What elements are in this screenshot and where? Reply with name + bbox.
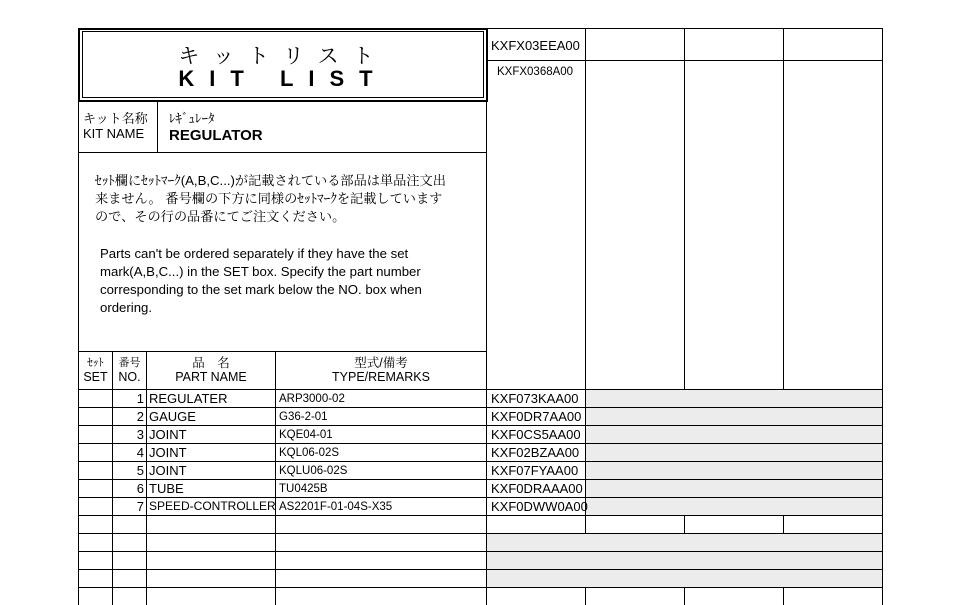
shade-row-7 <box>586 498 882 515</box>
title-english: KIT LIST <box>178 66 388 91</box>
note-en-line-2: mark(A,B,C...) in the SET box. Specify the part number <box>100 264 421 279</box>
col-type-en: TYPE/REMARKS <box>332 370 430 384</box>
kit-name-label <box>83 111 148 141</box>
kit-code-1: KXFX03EEA00 <box>491 38 580 53</box>
col-header-type <box>276 356 486 384</box>
col-header-no <box>113 356 146 384</box>
row-line-2 <box>78 425 883 426</box>
row-line-4 <box>78 461 883 462</box>
col-part-en: PART NAME <box>175 370 247 384</box>
shade-row-11 <box>487 570 882 587</box>
col-line-no <box>146 351 147 605</box>
kit-name-japanese: ﾚｷﾞｭﾚｰﾀ <box>169 111 215 126</box>
row-line-8 <box>78 533 883 534</box>
row-line-1 <box>78 407 883 408</box>
row-line-3 <box>78 443 883 444</box>
shade-row-9 <box>487 534 882 551</box>
shade-row-2 <box>586 408 882 425</box>
frame-mid <box>486 28 487 605</box>
row-3-code: KXF0CS5AA00 <box>491 427 581 442</box>
row-4-type: KQL06-02S <box>279 447 340 459</box>
row-6-no: 6 <box>136 481 144 496</box>
row-7-no: 7 <box>136 499 144 514</box>
row-4-no: 4 <box>136 445 144 460</box>
kitname-bottom-line <box>78 152 486 153</box>
notes-english <box>100 245 422 317</box>
kit-code-2: KXFX0368A00 <box>497 66 574 78</box>
table-header-top <box>78 351 486 352</box>
row-1-code: KXF073KAA00 <box>491 391 579 406</box>
col-part-ja: 品 名 <box>192 356 230 370</box>
row-line-7 <box>78 515 883 516</box>
row-6-type: TU0425B <box>279 483 328 495</box>
col-header-part <box>147 356 275 384</box>
right-col-4 <box>882 28 883 605</box>
frame-left <box>78 100 79 605</box>
note-en-line-3: corresponding to the set mark below the NO. box when <box>100 282 422 297</box>
row-2-code: KXF0DR7AA00 <box>491 409 582 424</box>
row-line-11 <box>78 587 883 588</box>
row-3-part: JOINT <box>149 427 187 442</box>
note-en-line-4: ordering. <box>100 300 153 315</box>
row-1-no: 1 <box>136 391 144 406</box>
row-line-5 <box>78 479 883 480</box>
row-2-no: 2 <box>136 409 144 424</box>
row-2-part: GAUGE <box>149 409 196 424</box>
notes-japanese <box>95 172 446 226</box>
row-1-part: REGULATER <box>149 391 228 406</box>
row-6-part: TUBE <box>149 481 184 496</box>
kit-name-label-en: KIT NAME <box>83 126 145 141</box>
col-set-en: SET <box>83 370 108 384</box>
row-5-no: 5 <box>136 463 144 478</box>
right-col-2 <box>684 28 685 605</box>
shade-row-4 <box>586 444 882 461</box>
shade-row-1 <box>586 390 882 407</box>
right-col-3 <box>783 28 784 605</box>
col-set-ja: ｾｯﾄ <box>87 357 104 369</box>
kit-name-label-ja: キット名称 <box>83 111 148 126</box>
row-3-type: KQE04-01 <box>279 429 333 441</box>
row-line-9 <box>78 551 883 552</box>
col-type-ja: 型式/備考 <box>354 356 408 370</box>
shade-row-6 <box>586 480 882 497</box>
note-ja-line-1: ｾｯﾄ欄にｾｯﾄﾏｰｸ(A,B,C...)が記載されている部品は単品注文出 <box>95 173 446 188</box>
note-ja-line-2: 来ません。 番号欄の下方に同様のｾｯﾄﾏｰｸを記載しています <box>95 191 443 206</box>
row-6-code: KXF0DRAAA00 <box>491 481 583 496</box>
right-col-1 <box>585 28 586 605</box>
note-ja-line-3: ので、その行の品番にてご注文ください。 <box>95 209 346 224</box>
row-7-code: KXF0DWW0A00 <box>491 499 588 514</box>
kit-name-english: REGULATOR <box>169 127 263 144</box>
row-7-type: AS2201F-01-04S-X35 <box>279 501 393 513</box>
row-4-part: JOINT <box>149 445 187 460</box>
col-header-set <box>79 356 112 384</box>
row-5-code: KXF07FYAA00 <box>491 463 579 478</box>
col-no-ja: 番号 <box>118 357 141 369</box>
row-1-type: ARP3000-02 <box>279 393 345 405</box>
row-7-part: SPEED-CONTROLLER <box>149 499 276 513</box>
title-japanese: キットリスト <box>178 45 388 68</box>
row-2-type: G36-2-01 <box>279 411 328 423</box>
row-5-part: JOINT <box>149 463 187 478</box>
row-3-no: 3 <box>136 427 144 442</box>
note-en-line-1: Parts can't be ordered separately if they have the set <box>100 246 409 261</box>
shade-row-3 <box>586 426 882 443</box>
shade-row-5 <box>586 462 882 479</box>
col-no-en: NO. <box>118 370 141 384</box>
row-5-type: KQLU06-02S <box>279 465 348 477</box>
row-4-code: KXF02BZAA00 <box>491 445 580 460</box>
kitname-divider <box>157 102 158 152</box>
col-line-part <box>275 351 276 605</box>
shade-row-10 <box>487 552 882 569</box>
row-line-10 <box>78 569 883 570</box>
